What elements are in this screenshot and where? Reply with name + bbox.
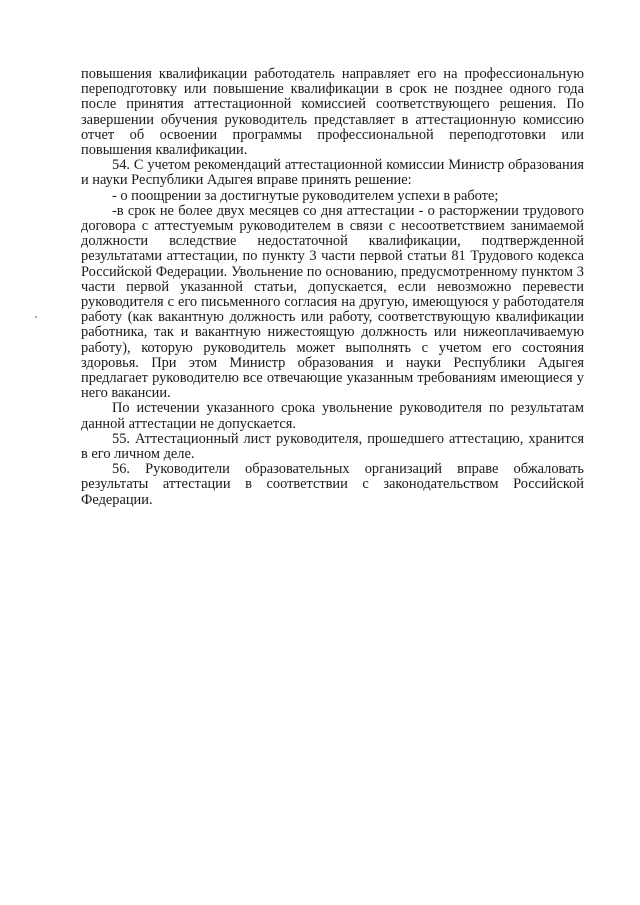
scan-speck [35, 316, 37, 318]
paragraph-item-55: 55. Аттестационный лист руководителя, прошедшего аттестацию, хранится в его личном деле. [81, 430, 584, 463]
paragraph-item-56: 56. Руководители образовательных организаций вправе обжаловать результаты аттестации в соответствии с законодательством Российской Федерации. [81, 461, 584, 508]
paragraph-item-54: 54. С учетом рекомендаций аттестационной комиссии Министр образования и науки Республики Адыгея вправе принять решение: [81, 157, 584, 189]
paragraph-reward-option: - о поощрении за достигнутые руководителем успехи в работе; [112, 187, 499, 204]
paragraph-qualification-continuation: повышения квалификации работодатель направляет его на профессиональную переподготовку или повышение квалификации в срок не позднее одного года после принятия аттестационной комиссией соответствующего решения. По завершении обучения руководитель представляет в аттестационную комиссию отчет об освоении программы профессиональной переподготовки или повышения квалификации. [81, 66, 584, 159]
document-body [81, 67, 584, 508]
paragraph-dismissal-deadline: По истечении указанного срока увольнение руководителя по результатам данной аттестации не допускается. [81, 400, 584, 432]
paragraph-termination-option: -в срок не более двух месяцев со дня аттестации - о расторжении трудового договора с аттестуемым руководителем в связи с несоответствием занимаемой должности вследствие недостаточной квалификации, подтвержденной результатами аттестации, по пункту 3 части первой статьи 81 Трудового кодекса Российской Федерации. Увольнение по основанию, предусмотренному пунктом 3 части первой указанной статьи, допускается, если невозможно перевести руководителя с его письменного согласия на другую, имеющуюся у работодателя работу (как вакантную должность или работу, соответствующую квалификации работника, так и вакантную нижестоящую должность или нижеоплачиваемую работу), которую руководитель может выполнять с учетом его состояния здоровья. При этом Министр образования и науки Республики Адыгея предлагает руководителю все отвечающие указанным требованиям имеющиеся у него вакансии. [81, 202, 584, 402]
